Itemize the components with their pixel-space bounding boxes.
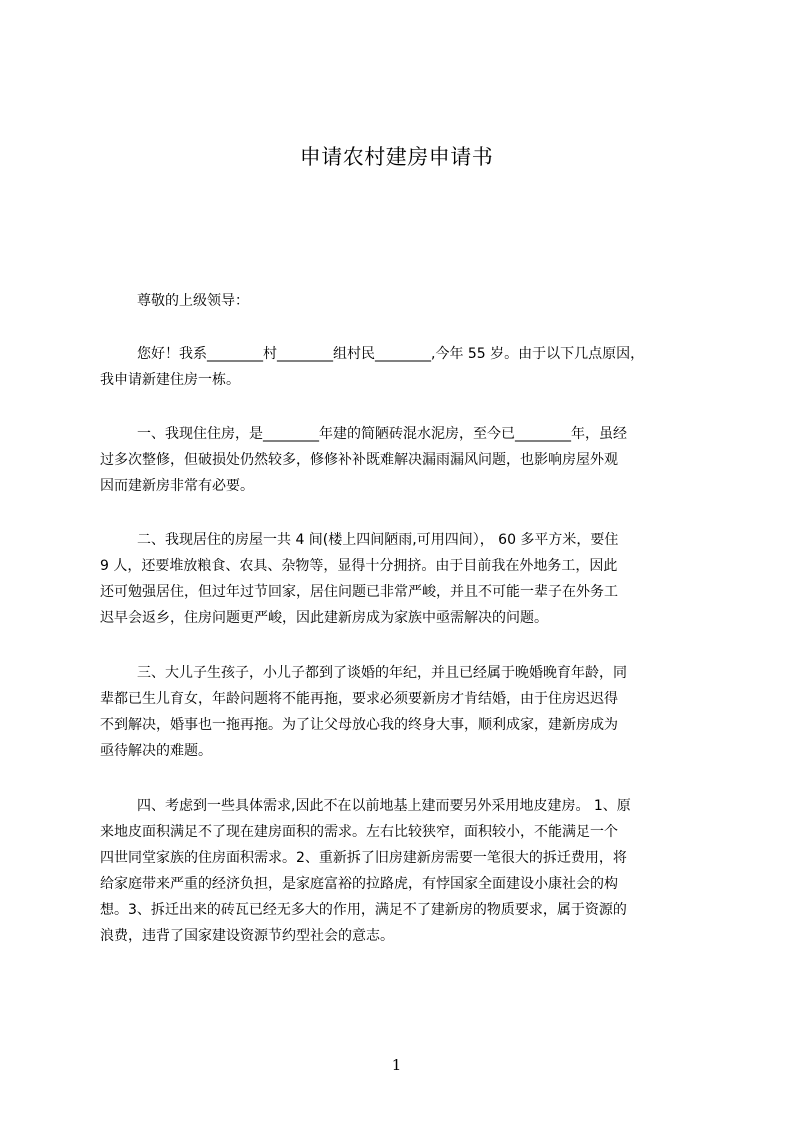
paragraph-line: 四世同堂家族的住房面积需求。2、重新拆了旧房建新房需要一笔很大的拆迁费用，将 [100,850,627,866]
paragraph-line: 还可勉强居住，但过年过节回家，居住问题已非常严峻，并且不可能一辈子在外务工 [100,584,618,600]
paragraph-line: 因而建新房非常有必要。 [100,478,254,494]
paragraph-4 [100,793,706,949]
paragraph-line: 迟早会返乡，住房问题更严峻，因此建新房成为家族中亟需解决的问题。 [100,610,548,626]
intro-paragraph [100,341,720,393]
paragraph-2 [100,527,698,631]
paragraph-line: 我申请新建住房一栋。 [100,372,240,388]
paragraph-line: 来地皮面积满足不了现在建房面积的需求。左右比较狭窄，面积较小，不能满足一个 [100,824,618,840]
salutation-line: 尊敬的上级领导： [137,293,249,309]
paragraph-line: 辈都已生儿育女，年龄问题将不能再拖，要求必须要新房才肯结婚，由于住房迟迟得 [100,691,618,707]
page-number: 1 [391,1056,402,1074]
paragraph-line: 给家庭带来严重的经济负担，是家庭富裕的拉路虎，有悖国家全面建设小康社会的构 [100,876,618,892]
paragraph-line: 亟待解决的难题。 [100,743,212,759]
paragraph-line: 想。3、拆迁出来的砖瓦已经无多大的作用，满足不了建新房的物质要求，属于资源的 [100,902,627,918]
paragraph-line: 浪费，违背了国家建设资源节约型社会的意志。 [100,928,394,944]
paragraph-1 [100,421,698,499]
paragraph-line: 一、我现住住房，是________年建的简陋砖混水泥房，至今已________年，虽经 [137,426,627,442]
salutation [100,288,698,314]
paragraph-line: 您好！我系________村________组村民________,今年 55 岁。由于以下几点原因， [137,346,645,362]
paragraph-line: 二、我现居住的房屋一共 4 间(楼上四间陋雨,可用四间）， 60 多平方米，要住 [137,532,619,548]
document-title: 申请农村建房申请书 [299,145,494,169]
paragraph-line: 9 人，还要堆放粮食、农具、杂物等，显得十分拥挤。由于目前我在外地务工，因此 [100,558,618,574]
paragraph-line: 四、考虑到一些具体需求,因此不在以前地基上建而要另外采用地皮建房。 1、原 [137,798,631,814]
paragraph-3 [100,660,698,764]
paragraph-line: 不到解决，婚事也一拖再拖。为了让父母放心我的终身大事，顺利成家，建新房成为 [100,717,618,733]
paragraph-line: 过多次整修，但破损处仍然较多，修修补补既难解决漏雨漏风问题，也影响房屋外观 [100,452,618,468]
paragraph-line: 三、大儿子生孩子，小儿子都到了谈婚的年纪，并且已经属于晚婚晚育年龄，同 [137,665,627,681]
